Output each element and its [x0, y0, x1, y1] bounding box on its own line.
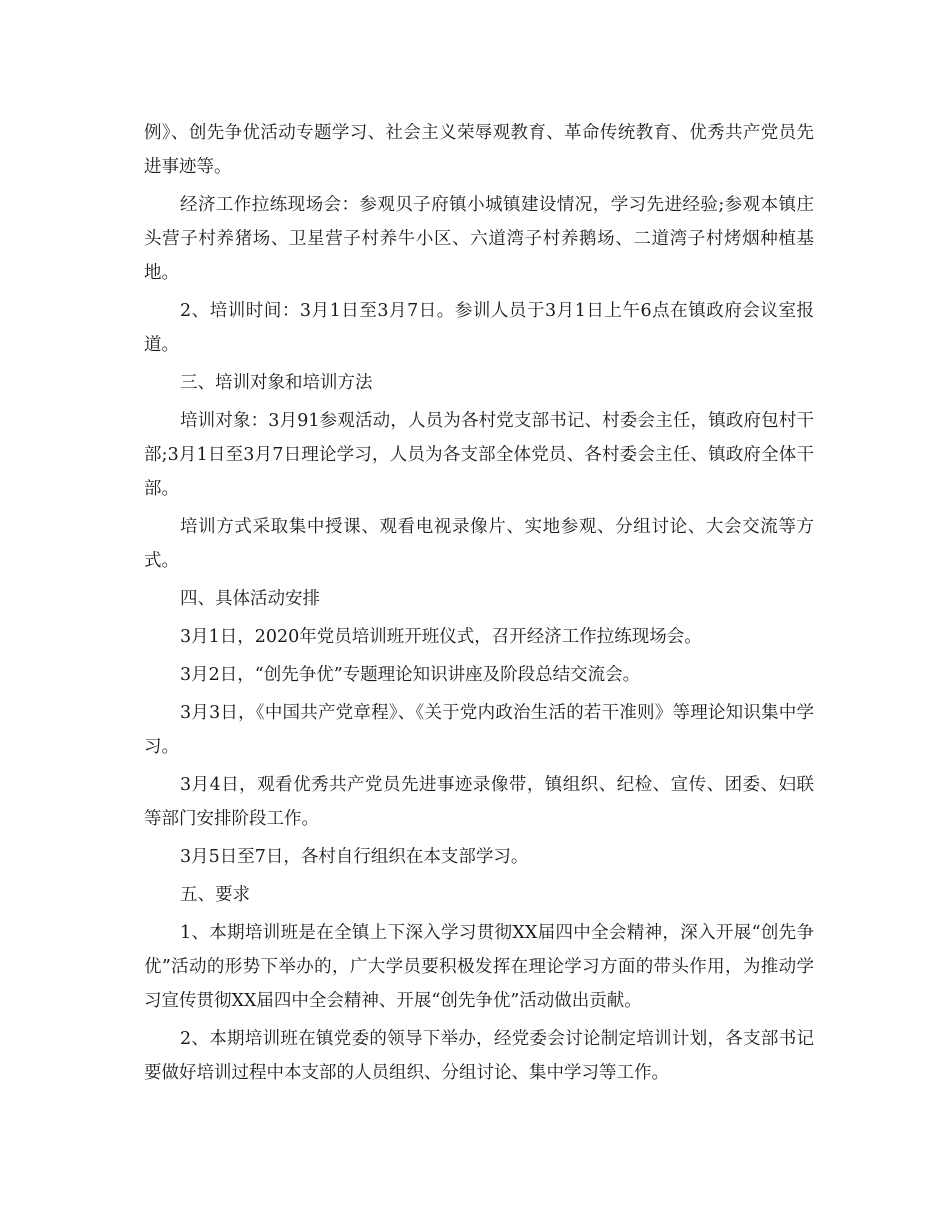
schedule-item-5: 3月5日至7日，各村自行组织在本支部学习。: [180, 847, 529, 867]
requirement-2: 2、本期培训班在镇党委的领导下举办，经党委会讨论制定培训计划，各支部书记要做好培训过程中本支部的人员组织、分组讨论、集中学习等工作。: [144, 1029, 814, 1083]
paragraph-1: 例》、创先争优活动专题学习、社会主义荣辱观教育、革命传统教育、优秀共产党员先进事迹等。: [144, 123, 814, 177]
paragraph-2: 经济工作拉练现场会：参观贝子府镇小城镇建设情况，学习先进经验;参观本镇庄头营子村养猪场、卫星营子村养牛小区、六道湾子村养鹅场、二道湾子村烤烟种植基地。: [144, 195, 814, 283]
paragraph-5: 培训对象：3月91参观活动，人员为各村党支部书记、村委会主任，镇政府包村干部;3月1日至3月7日理论学习，人员为各支部全体党员、各村委会主任、镇政府全体干部。: [144, 411, 814, 499]
schedule-item-3: 3月3日，《中国共产党章程》、《关于党内政治生活的若干准则》等理论知识集中学习。: [144, 703, 814, 757]
paragraph-3: 2、培训时间：3月1日至3月7日。参训人员于3月1日上午6点在镇政府会议室报道。: [144, 301, 814, 355]
document-body: [144, 116, 814, 1094]
requirement-1: 1、本期培训班是在全镇上下深入学习贯彻XX届四中全会精神，深入开展“创先争优”活动的形势下举办的，广大学员要积极发挥在理论学习方面的带头作用，为推动学习宣传贯彻XX届四中全会精神、开展“创先争优”活动做出贡献。: [144, 923, 814, 1011]
schedule-item-4: 3月4日，观看优秀共产党员先进事迹录像带，镇组织、纪检、宣传、团委、妇联等部门安排阶段工作。: [144, 775, 814, 829]
section-heading-5: 五、要求: [180, 885, 250, 905]
section-heading-4: 四、具体活动安排: [180, 589, 320, 609]
section-heading-3: 三、培训对象和培训方法: [180, 373, 373, 393]
schedule-item-1: 3月1日，2020年党员培训班开班仪式，召开经济工作拉练现场会。: [180, 627, 702, 647]
paragraph-6: 培训方式采取集中授课、观看电视录像片、实地参观、分组讨论、大会交流等方式。: [144, 517, 814, 571]
schedule-item-2: 3月2日，“创先争优”专题理论知识讲座及阶段总结交流会。: [180, 665, 641, 685]
